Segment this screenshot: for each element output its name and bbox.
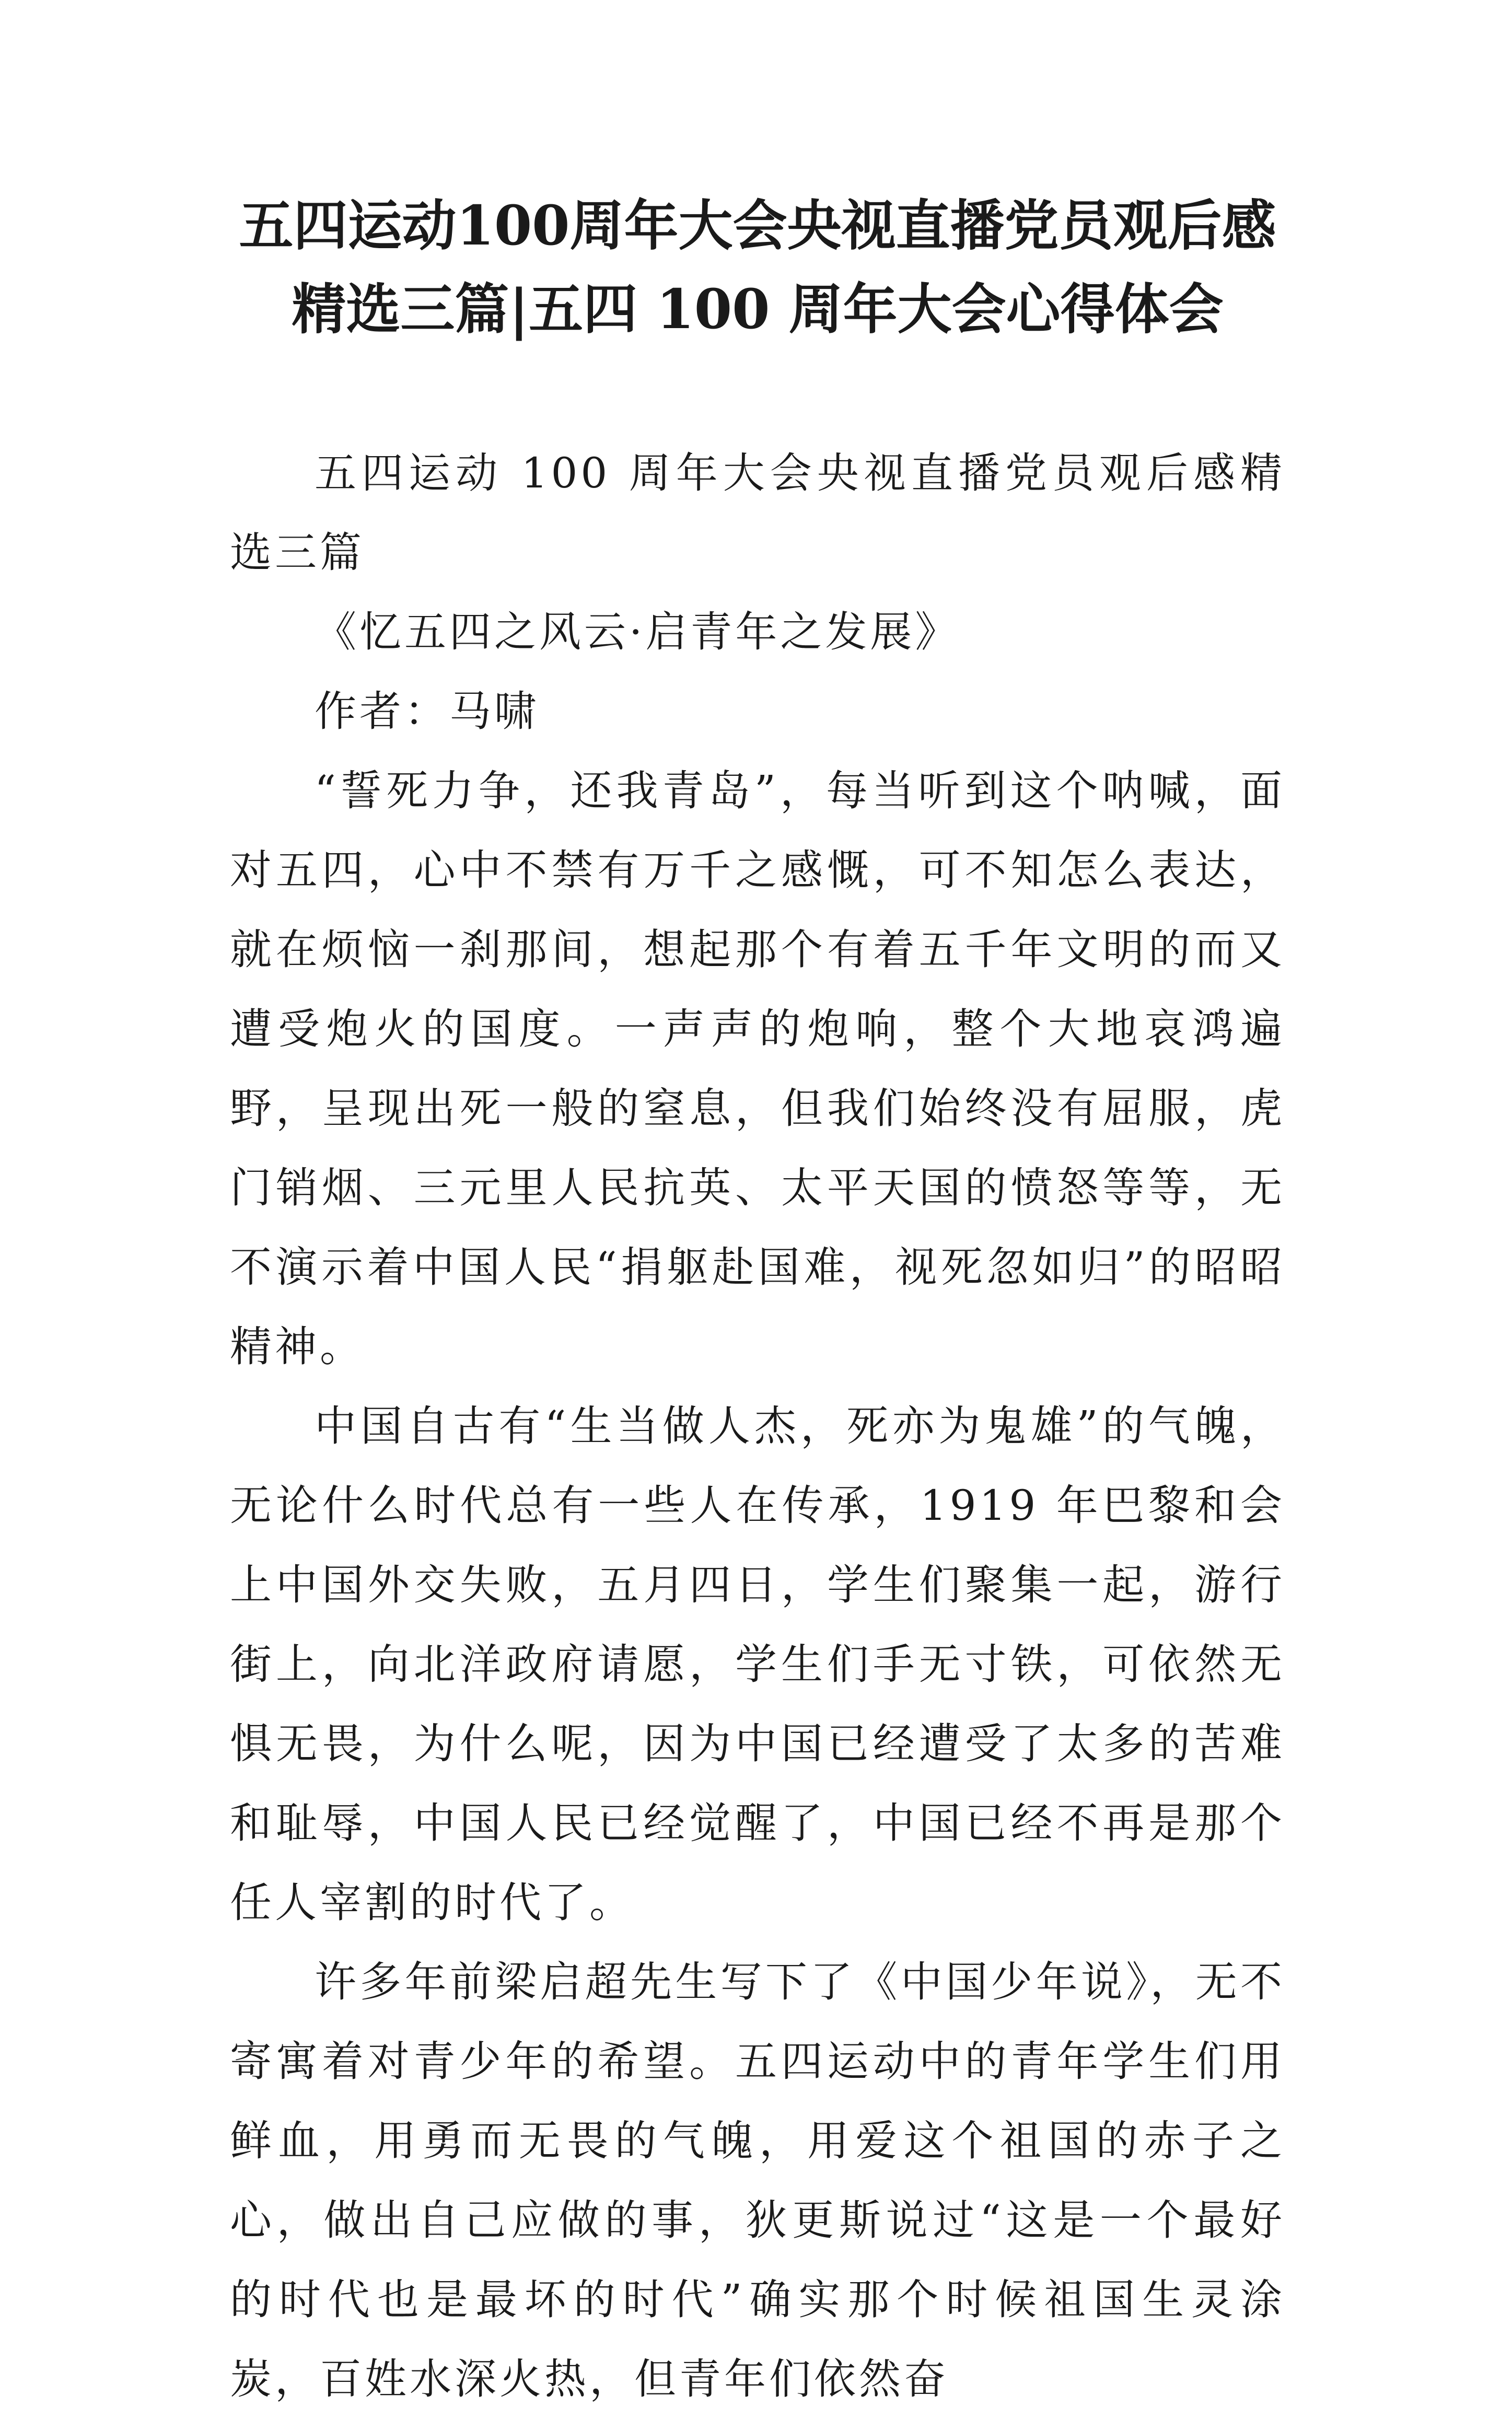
paragraph: 中国自古有“生当做人杰，死亦为鬼雄”的气魄，无论什么时代总有一些人在传承，1919 年巴黎和会上中国外交失败，五月四日，学生们聚集一起，游行街上，向北洋政府请愿，学生们手无寸铁，可依然无惧无畏，为什么呢，因为中国已经遭受了太多的苦难和耻辱，中国人民已经觉醒了，中国已经不再是那个任人宰割的时代了。	[230, 1402, 1285, 1927]
essay-title: 《忆五四之风云·启青年之发展》	[315, 608, 960, 656]
title-line-2: 精选三篇|五四 100 周年大会心得体会	[292, 277, 1224, 341]
subtitle: 五四运动 100 周年大会央视直播党员观后感精选三篇	[230, 449, 1285, 577]
paragraph: “誓死力争，还我青岛”，每当听到这个呐喊，面对五四，心中不禁有万千之感慨，可不知怎么表达，就在烦恼一刹那间，想起那个有着五千年文明的而又遭受炮火的国度。一声声的炮响，整个大地哀鸿遍野，呈现出死一般的窒息，但我们始终没有屈服，虎门销烟、三元里人民抗英、太平天国的愤怒等等，无不演示着中国人民“捐躯赴国难，视死忽如归”的昭昭精神。	[230, 766, 1285, 1371]
paragraph: 许多年前梁启超先生写下了《中国少年说》，无不寄寓着对青少年的希望。五四运动中的青年学生们用鲜血，用勇而无畏的气魄，用爱这个祖国的赤子之心，做出自己应做的事，狄更斯说过“这是一个最好的时代也是最坏的时代”确实那个时候祖国生灵涂炭，百姓水深火热，但青年们依然奋	[230, 1958, 1285, 2403]
title-line-1: 五四运动100周年大会央视直播党员观后感	[239, 193, 1276, 258]
document-title	[230, 184, 1285, 351]
author-line: 作者：马啸	[315, 687, 539, 736]
document-body	[230, 434, 1285, 2419]
